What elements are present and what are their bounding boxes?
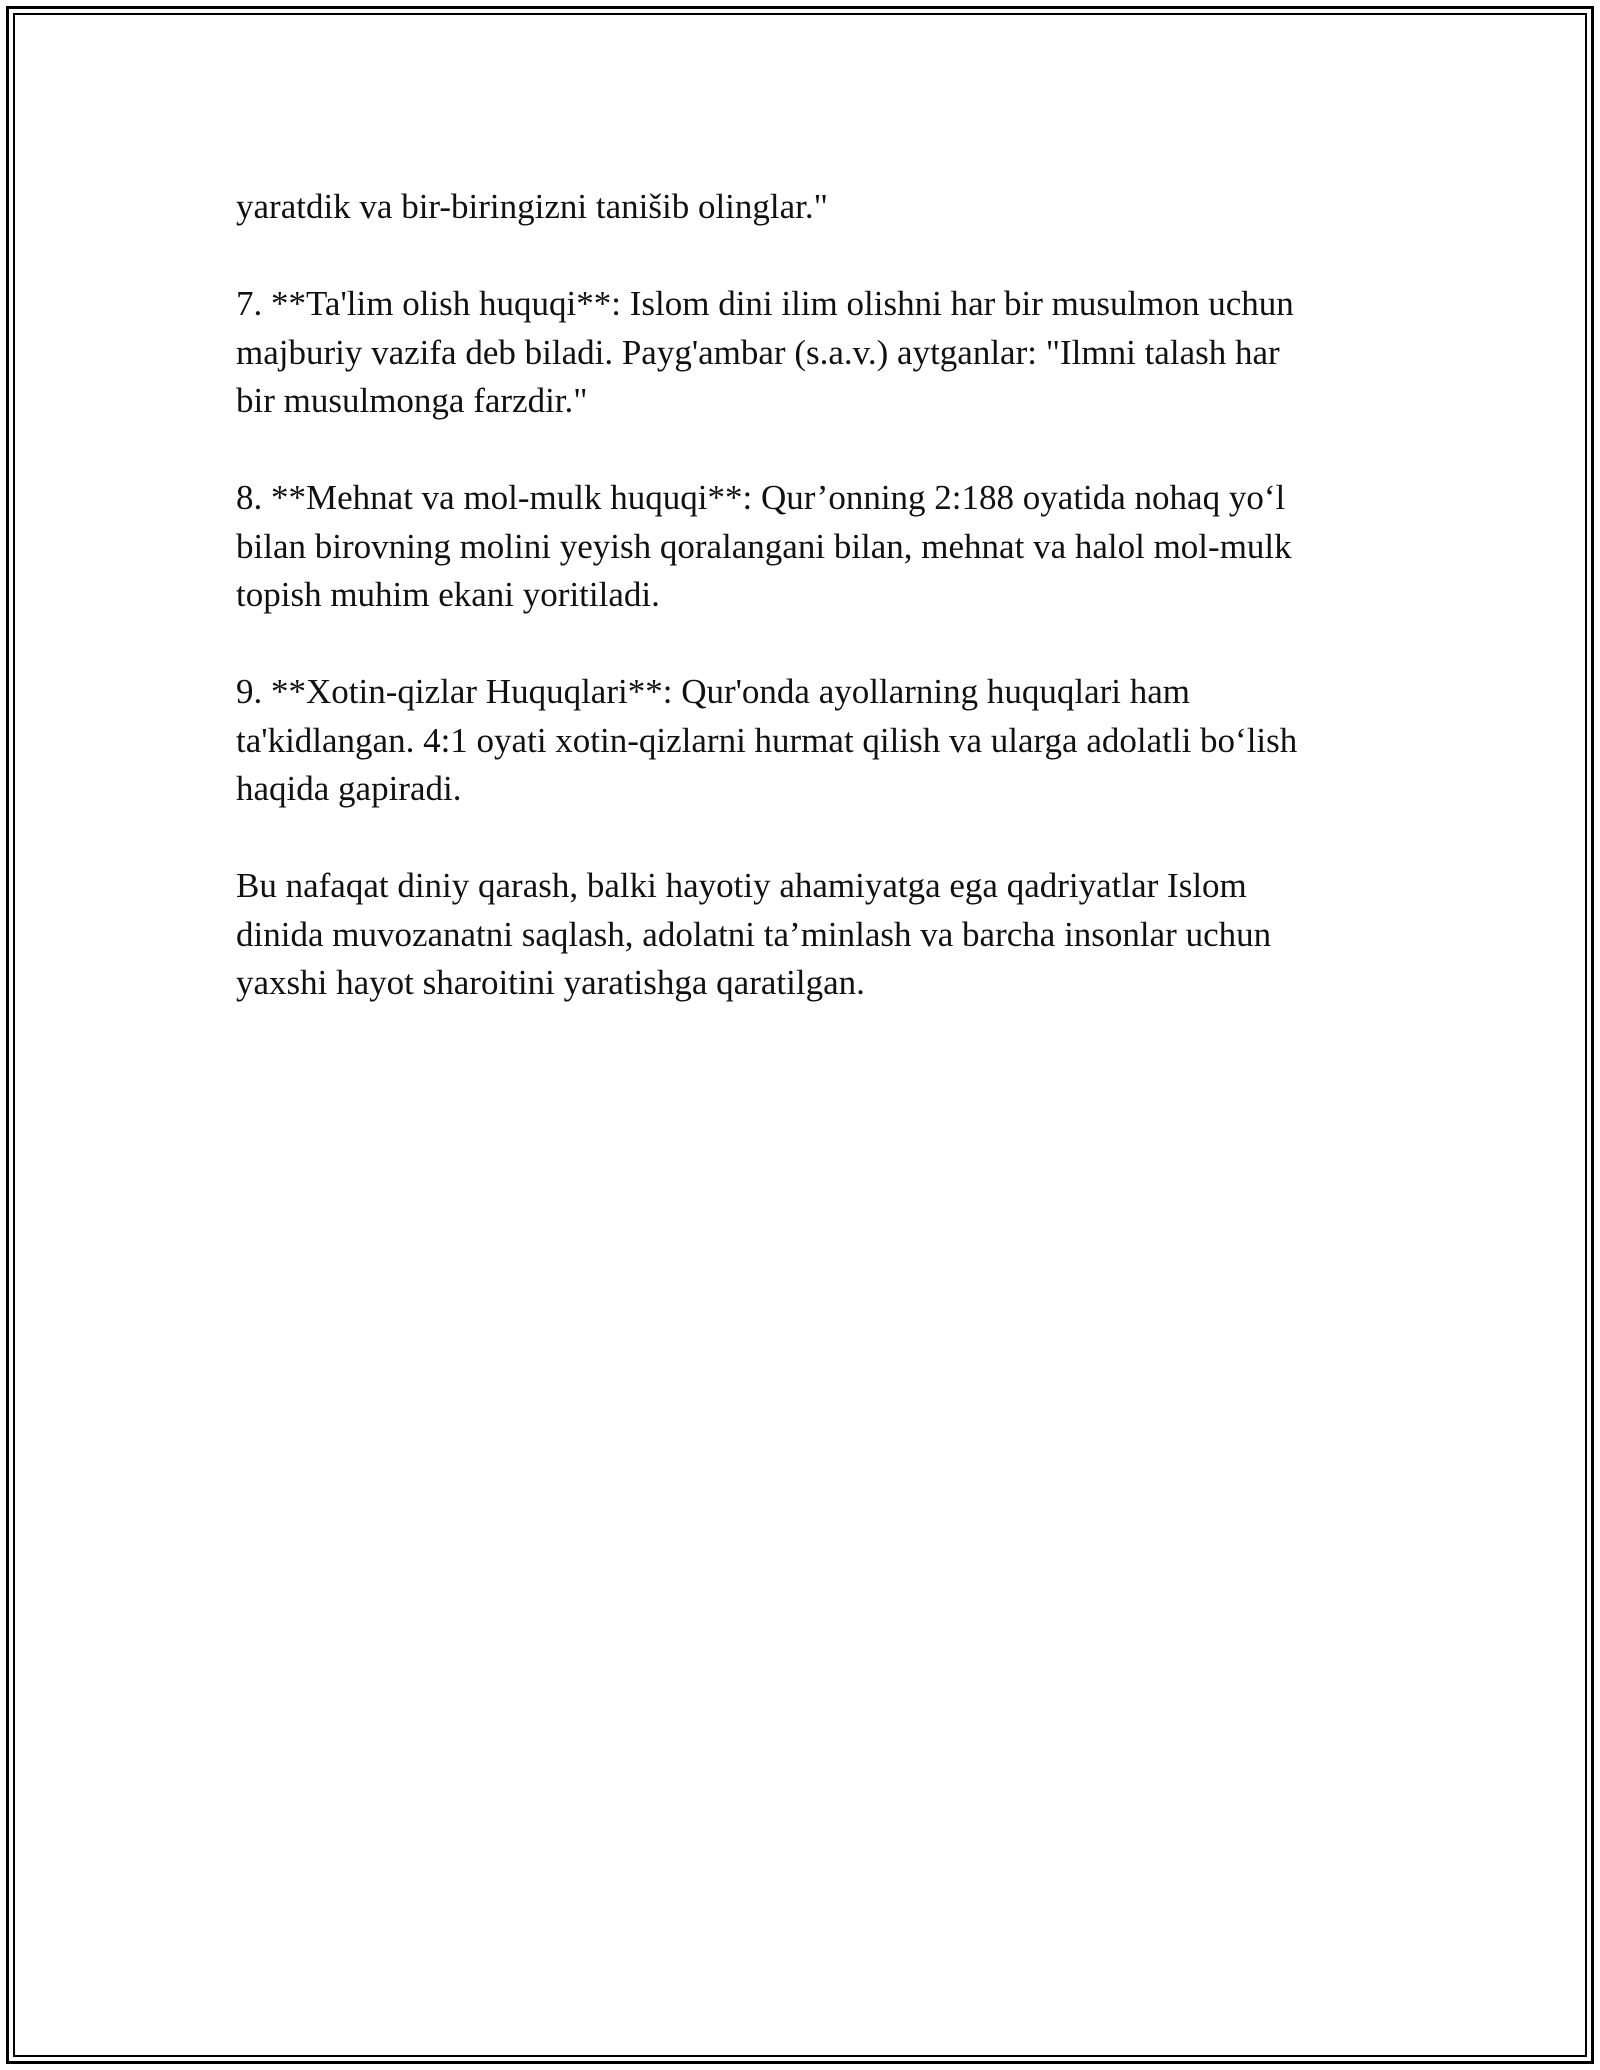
paragraph-continuation: yaratdik va bir-biringizni tanišib olinglar." (236, 187, 828, 226)
paragraph-item-8: 8. **Mehnat va mol-mulk huquqi**: Qur’onning 2:188 oyatida nohaq yo‘l bilan birovning molini yeyish qoralangani bilan, mehnat va halol mol-mulk topish muhim ekani yoritiladi. (236, 478, 1292, 614)
paragraph-item-7: 7. **Ta'lim olish huquqi**: Islom dini ilim olishni har bir musulmon uchun majburiy vazifa deb biladi. Payg'ambar (s.a.v.) aytganlar: "Ilmni talash har bir musulmonga farzdir." (236, 284, 1294, 420)
paragraph-item-9: 9. **Xotin-qizlar Huquqlari**: Qur'onda ayollarning huquqlari ham ta'kidlangan. 4:1 oyati xotin-qizlarni hurmat qilish va ularga adolatli bo‘lish haqida gapiradi. (236, 672, 1298, 808)
document-body (236, 183, 1366, 1056)
paragraph-conclusion: Bu nafaqat diniy qarash, balki hayotiy ahamiyatga ega qadriyatlar Islom dinida muvozanatni saqlash, adolatni ta’minlash va barcha insonlar uchun yaxshi hayot sharoitini yaratishga qaratilgan. (236, 866, 1272, 1002)
